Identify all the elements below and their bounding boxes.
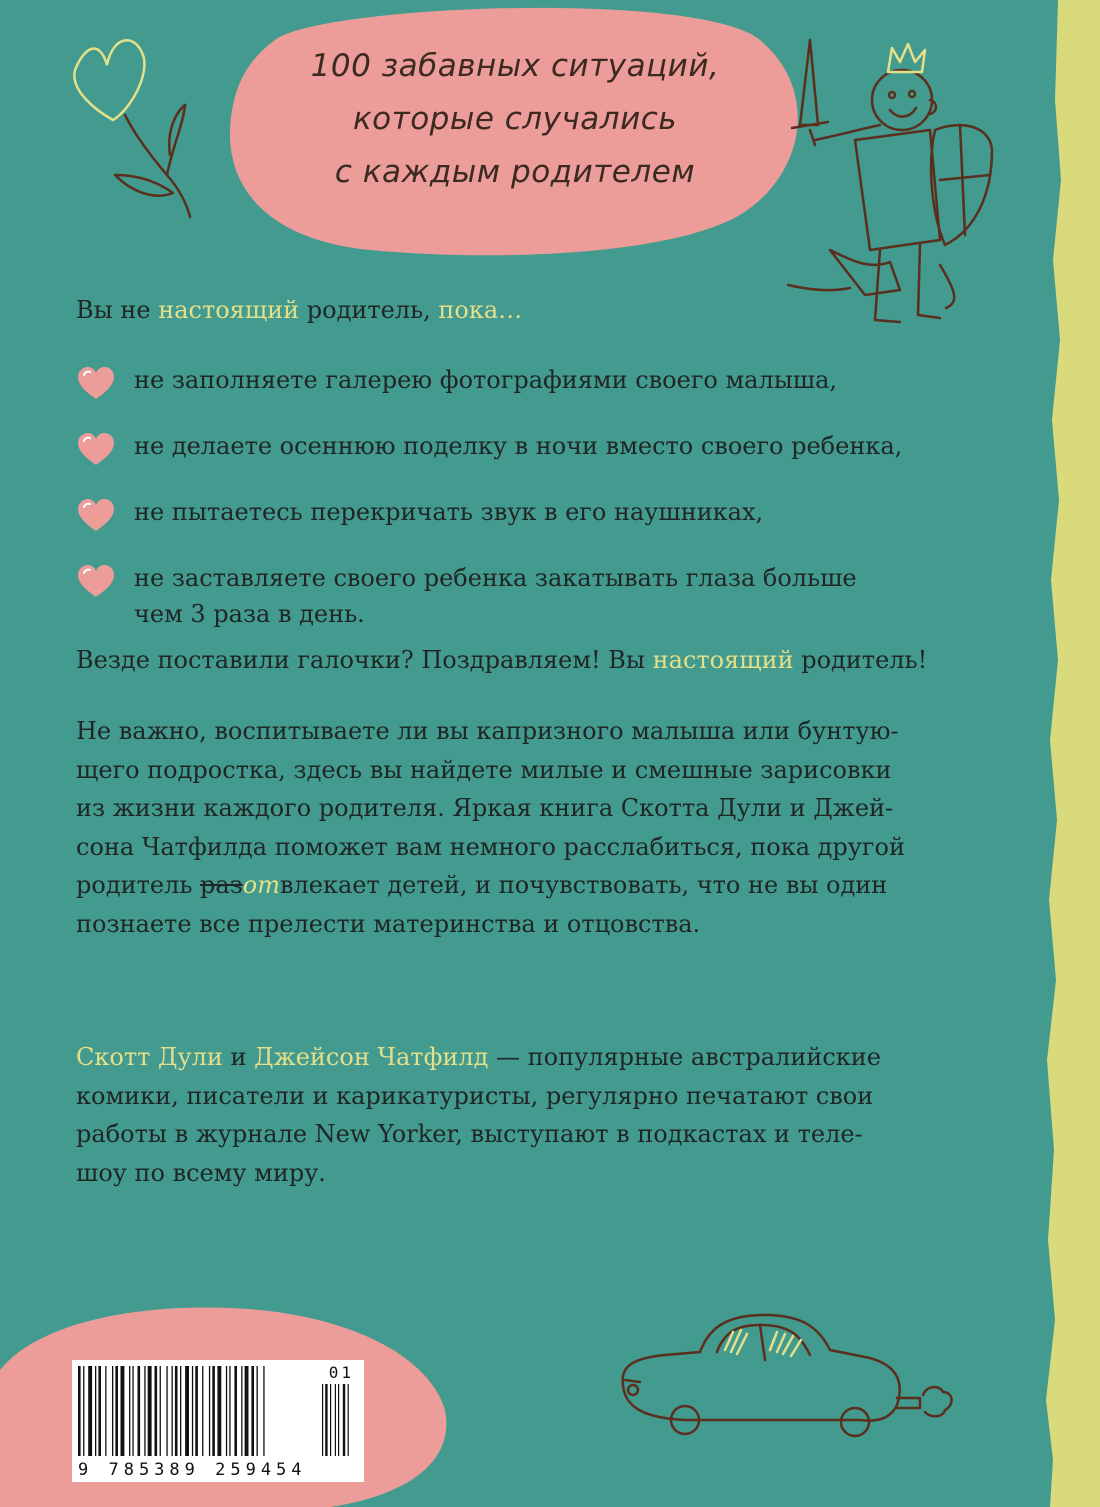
author-name: Скотт Дули	[76, 1043, 223, 1071]
authors-paragraph	[76, 1038, 881, 1192]
authors-line: комики, писатели и карикатуристы, регулярно печатают свои	[76, 1081, 874, 1110]
description-line: познаете все прелести материнства и отцовства.	[76, 909, 701, 938]
barcode-bar	[95, 1366, 96, 1456]
barcode-addon: 01	[328, 1363, 354, 1382]
authors-line: работы в журнале New Yorker, выступают в подкастах и теле-	[76, 1120, 863, 1148]
barcode-bar	[180, 1366, 181, 1456]
description-text: родитель	[76, 871, 201, 899]
barcode-bar	[263, 1366, 264, 1456]
list-item	[76, 494, 902, 530]
description-text: влекает детей, и почувствовать, что не вы один	[280, 871, 888, 899]
barcode-bars	[78, 1366, 316, 1456]
barcode-bar	[172, 1366, 173, 1456]
barcode-addon-bar	[338, 1384, 339, 1456]
description-line: из жизни каждого родителя. Яркая книга Скотта Дули и Джей-	[76, 794, 894, 822]
barcode-bar	[257, 1366, 258, 1456]
heart-icon	[76, 432, 116, 468]
authors-text: и	[222, 1043, 255, 1071]
barcode-bar	[226, 1366, 227, 1456]
intro-text: родитель,	[299, 296, 439, 324]
barcode-addon-bar	[322, 1384, 323, 1456]
list-item	[76, 428, 902, 464]
intro-text: Вы не	[76, 296, 159, 324]
barcode	[72, 1360, 364, 1482]
heart-icon	[76, 564, 116, 600]
authors-line	[76, 1038, 881, 1077]
barcode-addon-bar	[335, 1384, 336, 1456]
barcode-bar	[234, 1366, 237, 1456]
barcode-bar	[112, 1366, 113, 1456]
car-doodle-icon	[605, 1300, 965, 1470]
barcode-addon-bar	[325, 1384, 327, 1456]
authors-line: шоу по всему миру.	[76, 1158, 326, 1187]
summary-highlight: настоящий	[652, 646, 794, 674]
tagline-line: 100 забавных ситуаций,	[310, 48, 720, 84]
list-item-text: не делаете осеннюю поделку в ночи вместо своего ребенка,	[134, 432, 903, 460]
barcode-bar	[217, 1366, 221, 1456]
description-line: сона Чатфилда поможет вам немного расслабиться, пока другой	[76, 832, 905, 861]
barcode-bar	[155, 1366, 158, 1456]
list-item-text: не пытаетесь перекричать звук в его наушниках,	[134, 498, 764, 526]
struck-text: раз	[200, 871, 243, 899]
knight-doodle-icon	[770, 30, 1010, 340]
intro-highlight: пока…	[438, 296, 523, 324]
barcode-bar	[88, 1366, 92, 1456]
heart-icon	[76, 366, 116, 402]
barcode-bar	[115, 1366, 118, 1456]
description-line: Не важно, воспитываете ли вы капризного малыша или бунтую-	[76, 717, 899, 745]
barcode-bar	[78, 1366, 81, 1456]
barcode-bar	[148, 1366, 152, 1456]
heart-icon	[76, 498, 116, 534]
barcode-addon-bar	[343, 1384, 345, 1456]
barcode-addon-bars	[322, 1384, 358, 1456]
barcode-bar	[144, 1366, 145, 1456]
barcode-digits: 9 785389 259454	[78, 1460, 307, 1480]
flower-doodle-icon	[55, 25, 215, 225]
barcode-bar	[105, 1366, 106, 1456]
barcode-bar	[83, 1366, 84, 1456]
barcode-bar	[160, 1366, 161, 1456]
summary-text: родитель!	[793, 646, 928, 674]
list-item	[76, 560, 902, 632]
barcode-bar	[98, 1366, 101, 1456]
barcode-bar	[209, 1366, 210, 1456]
inserted-text: от	[242, 871, 280, 899]
description-line	[76, 866, 905, 905]
intro-highlight: настоящий	[158, 296, 300, 324]
description-paragraph	[76, 712, 905, 943]
barcode-bar	[202, 1366, 203, 1456]
checklist	[76, 362, 902, 632]
description-line: щего подростка, здесь вы найдете милые и смешные зарисовки	[76, 755, 892, 784]
barcode-bar	[166, 1366, 167, 1456]
list-item-text: не заполняете галерею фотографиями своего малыша,	[134, 366, 838, 394]
list-item	[76, 362, 902, 398]
barcode-bar	[121, 1366, 125, 1456]
barcode-addon-bar	[348, 1384, 349, 1456]
summary-line	[76, 646, 927, 674]
barcode-bar	[229, 1366, 230, 1456]
tagline-line: с каждым родителем	[334, 154, 696, 190]
barcode-bar	[241, 1366, 242, 1456]
author-name: Джейсон Чатфилд	[254, 1043, 489, 1071]
barcode-bar	[251, 1366, 254, 1456]
barcode-bar	[175, 1366, 178, 1456]
barcode-bar	[138, 1366, 141, 1456]
yellow-side-stripe	[1020, 0, 1100, 1507]
barcode-bar	[245, 1366, 249, 1456]
list-item-text: не заставляете своего ребенка закатывать глаза больше	[134, 564, 857, 592]
barcode-bar	[185, 1366, 189, 1456]
tagline	[250, 40, 780, 199]
barcode-bar	[212, 1366, 215, 1456]
authors-text: — популярные австралийские	[488, 1043, 881, 1071]
list-item-text: чем 3 раза в день.	[134, 600, 365, 628]
intro-line	[76, 296, 522, 324]
summary-text: Везде поставили галочки? Поздравляем! Вы	[76, 646, 653, 674]
barcode-bar	[132, 1366, 133, 1456]
barcode-bar	[192, 1366, 193, 1456]
tagline-line: которые случались	[352, 101, 678, 137]
barcode-bar	[195, 1366, 198, 1456]
barcode-addon-bar	[330, 1384, 331, 1456]
barcode-bar	[129, 1366, 130, 1456]
